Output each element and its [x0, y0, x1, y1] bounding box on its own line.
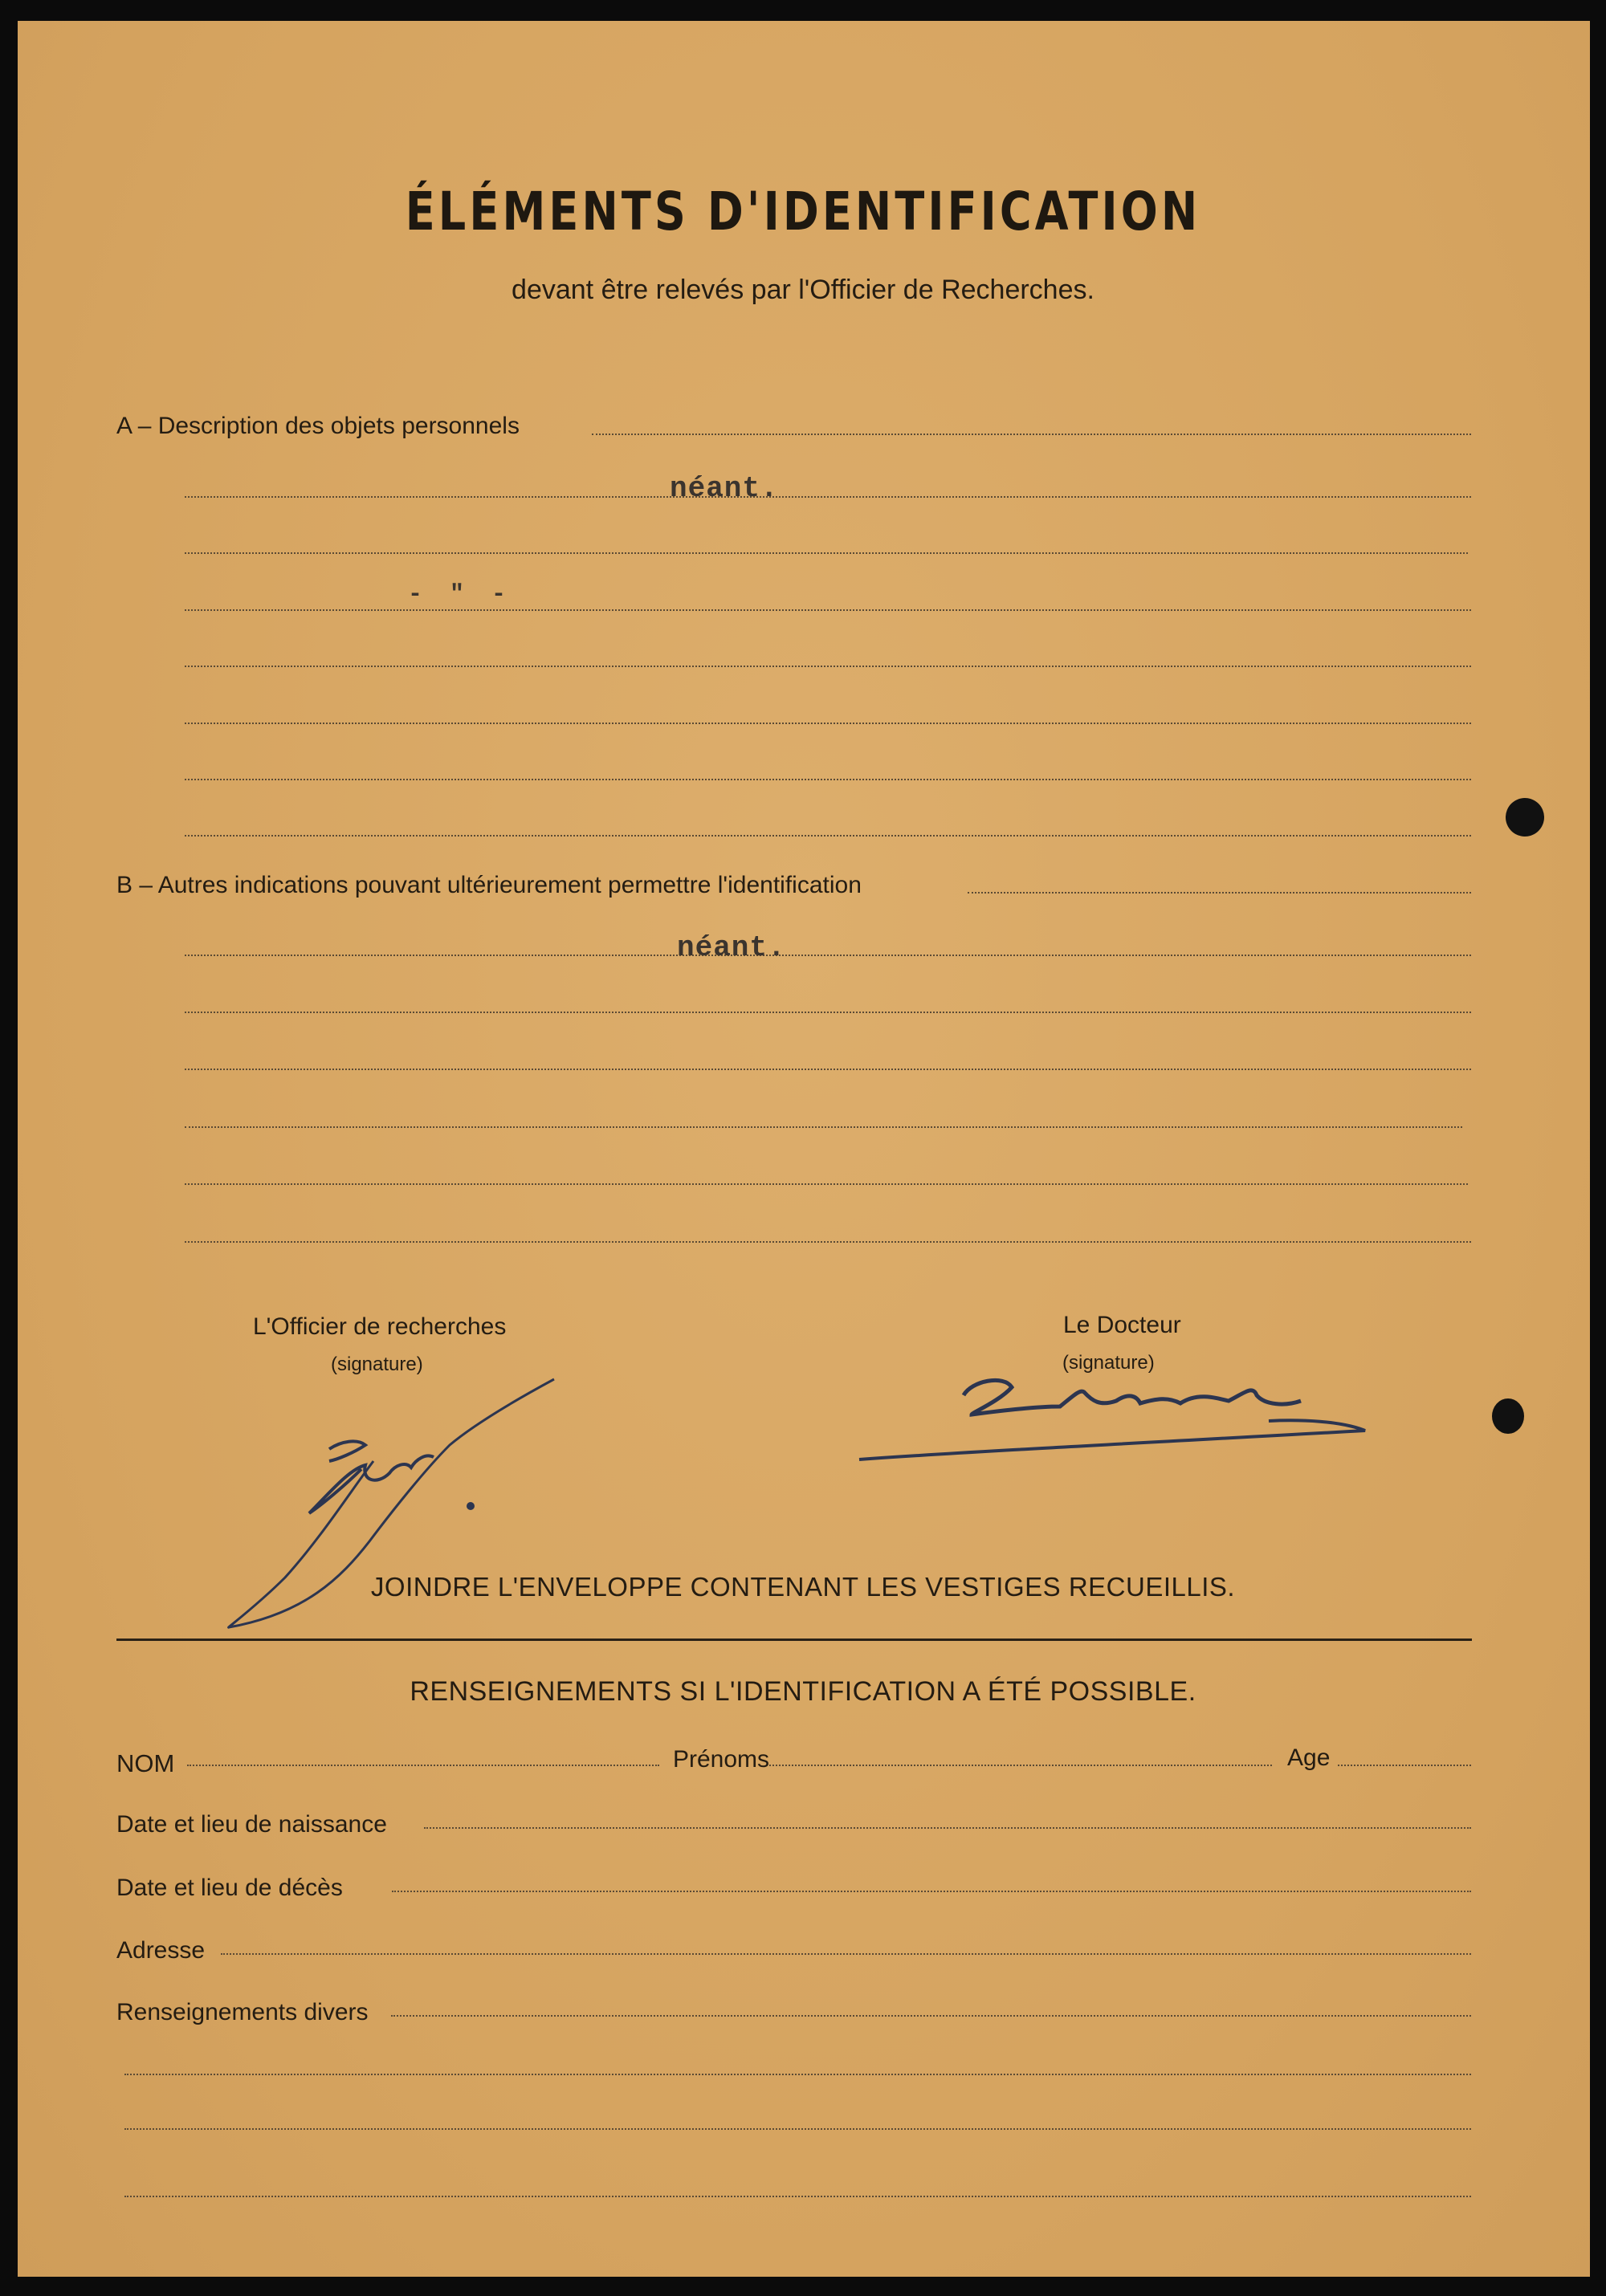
officer-signature-label: L'Officier de recherches [253, 1313, 507, 1340]
section-b-line [185, 1241, 1471, 1243]
punch-hole [1506, 798, 1544, 837]
renseignements-heading: RENSEIGNEMENTS SI L'IDENTIFICATION A ÉTÉ POSSIBLE. [410, 1676, 1196, 1707]
instruction-text: JOINDRE L'ENVELOPPE CONTENANT LES VESTIGES RECUEILLIS. [370, 1572, 1236, 1602]
section-a-ditto: - " - [408, 581, 513, 609]
divers-label: Renseignements divers [116, 1999, 369, 2025]
section-b-line [185, 1126, 1462, 1128]
punch-hole [1492, 1398, 1524, 1434]
section-a-line [185, 723, 1471, 724]
prenoms-label: Prénoms [673, 1746, 770, 1773]
section-a-line [185, 609, 1471, 611]
officer-signature-sublabel: (signature) [331, 1354, 423, 1375]
section-a-line [185, 552, 1468, 554]
section-a-line [185, 779, 1471, 780]
divers-field[interactable] [391, 2015, 1471, 2017]
section-a-label: A – Description des objets personnels [116, 413, 520, 439]
adresse-label: Adresse [116, 1937, 206, 1964]
age-label: Age [1287, 1744, 1331, 1771]
section-a-entry: néant. [670, 472, 779, 505]
section-b-line [185, 1012, 1471, 1013]
page-subtitle: devant être relevés par l'Officier de Recherches. [512, 275, 1094, 305]
nom-field[interactable] [187, 1765, 659, 1766]
doctor-signature [851, 1357, 1381, 1469]
section-b-line [968, 892, 1471, 894]
doctor-signature-sublabel: (signature) [1062, 1352, 1155, 1374]
section-b-line [185, 1069, 1471, 1070]
naissance-label: Date et lieu de naissance [116, 1811, 387, 1838]
section-b-entry: néant. [677, 931, 786, 964]
nom-label: NOM [116, 1749, 175, 1777]
section-a-line [185, 835, 1471, 837]
section-b-line [185, 1183, 1468, 1185]
age-field[interactable] [1338, 1765, 1471, 1766]
divers-field[interactable] [124, 2196, 1471, 2197]
section-b-label: B – Autres indications pouvant ultérieurement permettre l'identification [116, 872, 862, 898]
prenoms-field[interactable] [769, 1765, 1272, 1766]
page-title: ÉLÉMENTS D'IDENTIFICATION [405, 181, 1201, 242]
section-divider [116, 1639, 1472, 1641]
deces-field[interactable] [392, 1891, 1471, 1892]
adresse-field[interactable] [221, 1953, 1471, 1955]
doctor-signature-label: Le Docteur [1063, 1312, 1181, 1338]
section-a-line [185, 666, 1471, 667]
section-a-line [592, 434, 1471, 435]
section-a-line [185, 496, 1471, 498]
divers-field[interactable] [124, 2074, 1471, 2075]
section-b-line [185, 955, 1471, 956]
document-sheet [18, 21, 1590, 2277]
deces-label: Date et lieu de décès [116, 1875, 343, 1901]
naissance-field[interactable] [424, 1827, 1471, 1829]
divers-field[interactable] [124, 2128, 1471, 2130]
